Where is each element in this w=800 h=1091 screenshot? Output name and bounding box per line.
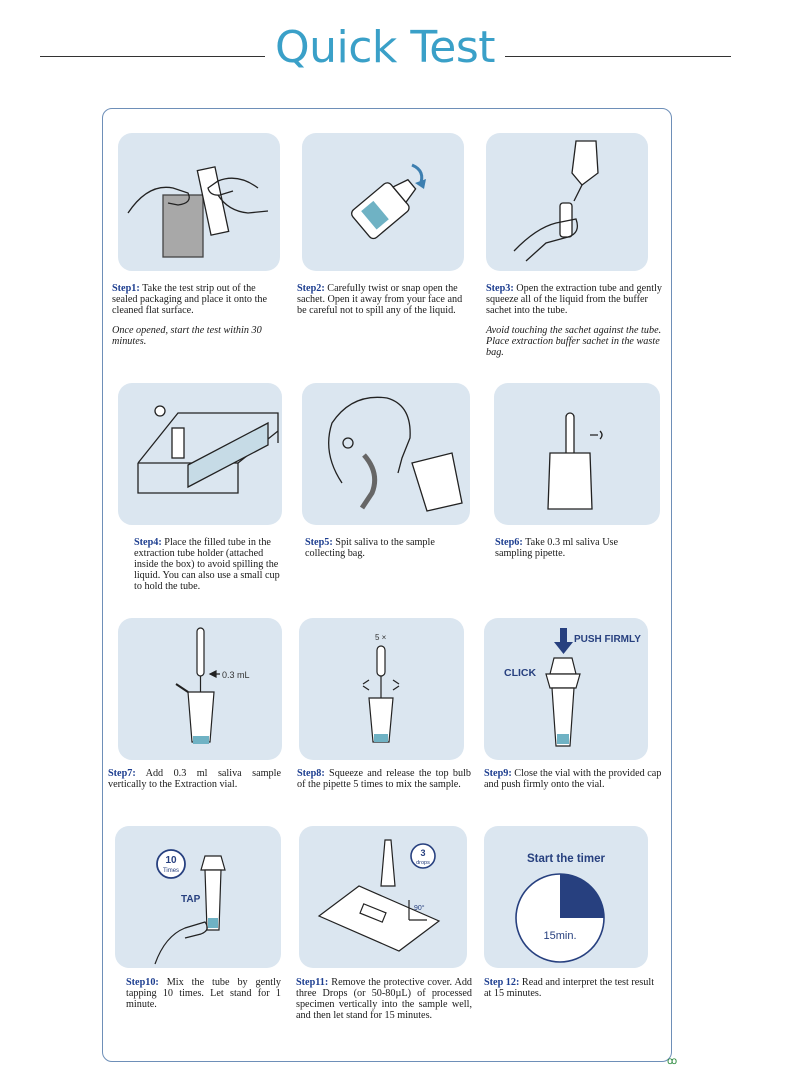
step8-label: Step8: [297, 768, 325, 779]
step1-caption [112, 283, 282, 347]
test-strip-icon [128, 167, 268, 257]
step4-illustration [118, 383, 282, 525]
three-drops-badge [411, 844, 435, 868]
buffer-sachet-icon [350, 171, 424, 241]
step11-label: Step11: [296, 977, 329, 988]
step11-illustration [299, 826, 467, 968]
sachet-icon [572, 141, 598, 185]
step6-label: Step6: [495, 537, 523, 548]
push-arrow-icon [554, 628, 573, 654]
pipette-icon [197, 628, 204, 676]
step4-label: Step4: [134, 537, 162, 548]
step2-label: Step2: [297, 283, 325, 294]
step5-label: Step5: [305, 537, 333, 548]
step12-caption [484, 977, 659, 999]
step3-label: Step3: [486, 283, 514, 294]
vial-cap-icon [550, 658, 576, 674]
step10-label: Step10: [126, 977, 159, 988]
start-timer-heading: Start the timer [527, 853, 605, 865]
header-rule-left [40, 56, 265, 57]
step3-text: Open the extraction tube and gently squeeze all of the liquid from the buffer sachet into the tube. [486, 283, 662, 316]
times-count: 10 [165, 855, 177, 866]
step6-text: Take 0.3 ml saliva Use sampling pipette. [495, 537, 619, 559]
step5-text: Spit saliva to the sample collecting bag. [305, 537, 435, 559]
drops-count: 3 [420, 848, 426, 858]
step12-illustration [484, 826, 648, 968]
tapping-hand-icon [155, 922, 207, 964]
step4-text: Place the filled tube in the extraction tube holder (attached inside the box) to avoid spilling the liquid. You can also use a small cup to hold the tube. [134, 537, 280, 592]
step6-illustration [494, 383, 660, 525]
step12-text: Read and interpret the test result at 15 minutes. [484, 977, 655, 999]
step1-text: Take the test strip out of the sealed packaging and place it onto the cleaned flat surface. [112, 283, 268, 316]
step1-label: Step1: [112, 283, 140, 294]
step11-text: Remove the protective cover. Add three Drops (or 50-80µL) of processed specimen vertically into the sample well, and then let stand for 15 minutes. [296, 977, 473, 1021]
step2-illustration [302, 133, 464, 271]
step7-label: Step7: [108, 768, 136, 779]
angle-label: 90° [414, 905, 425, 912]
corner-mark: ꝏ [667, 1056, 678, 1067]
step1-note: Once opened, start the test within 30 minutes. [112, 325, 262, 347]
step11-caption [296, 977, 472, 1021]
step8-text: Squeeze and release the top bulb of the pipette 5 times to mix the sample. [297, 768, 472, 790]
vial-cap-icon [201, 856, 225, 870]
step3-note: Avoid touching the sachet against the tube. Place extraction buffer sachet in the waste bag. [486, 325, 662, 358]
step9-text: Close the vial with the provided cap and push firmly onto the vial. [484, 768, 662, 790]
drops-unit: drops [416, 860, 430, 866]
times-unit: Times [162, 868, 180, 874]
step7-caption [108, 768, 281, 790]
step2-text: Carefully twist or snap open the sachet. Open it away from your face and be careful not to spill any of the liquid. [297, 283, 463, 316]
step6-caption [495, 537, 645, 559]
step10-illustration [115, 826, 281, 968]
step7-text: Add 0.3 ml saliva sample vertically to the Extraction vial. [108, 768, 281, 790]
tap-label: TAP [181, 894, 201, 905]
squeeze-count-label: 5 × [375, 633, 387, 642]
step2-caption [297, 283, 469, 316]
dropper-vial-icon [381, 840, 395, 886]
timer-elapsed-quarter [560, 874, 604, 918]
step12-label: Step 12: [484, 977, 520, 988]
timer-duration-label: 15min. [543, 930, 577, 942]
head-icon [329, 397, 410, 483]
step7-illustration [118, 618, 282, 760]
sample-cup-icon [548, 453, 592, 509]
step10-text: Mix the tube by gently tapping 10 times. Let stand for 1 minute. [126, 977, 282, 1010]
pipette-bulb-icon [377, 646, 385, 676]
step3-illustration [486, 133, 648, 271]
test-cassette-icon [319, 886, 439, 951]
step9-caption [484, 768, 670, 790]
step8-illustration [299, 618, 464, 760]
step9-illustration [484, 618, 648, 760]
step4-caption [134, 537, 286, 592]
step3-caption [486, 283, 668, 358]
collection-bag-icon [412, 453, 462, 511]
step1-illustration [118, 133, 280, 271]
step5-caption [305, 537, 465, 559]
page-header [0, 22, 800, 92]
step8-caption [297, 768, 471, 790]
ten-times-badge [157, 850, 185, 878]
extraction-vial-icon [188, 692, 214, 742]
step10-caption [126, 977, 281, 1010]
volume-label: 0.3 mL [222, 670, 250, 680]
step9-label: Step9: [484, 768, 512, 779]
click-label: CLICK [504, 667, 537, 679]
header-rule-right [505, 56, 731, 57]
tube-holder-box-icon [138, 406, 278, 493]
push-firmly-label: PUSH FIRMLY [574, 634, 641, 645]
page-title: Quick Test [274, 22, 496, 73]
step5-illustration [302, 383, 470, 525]
